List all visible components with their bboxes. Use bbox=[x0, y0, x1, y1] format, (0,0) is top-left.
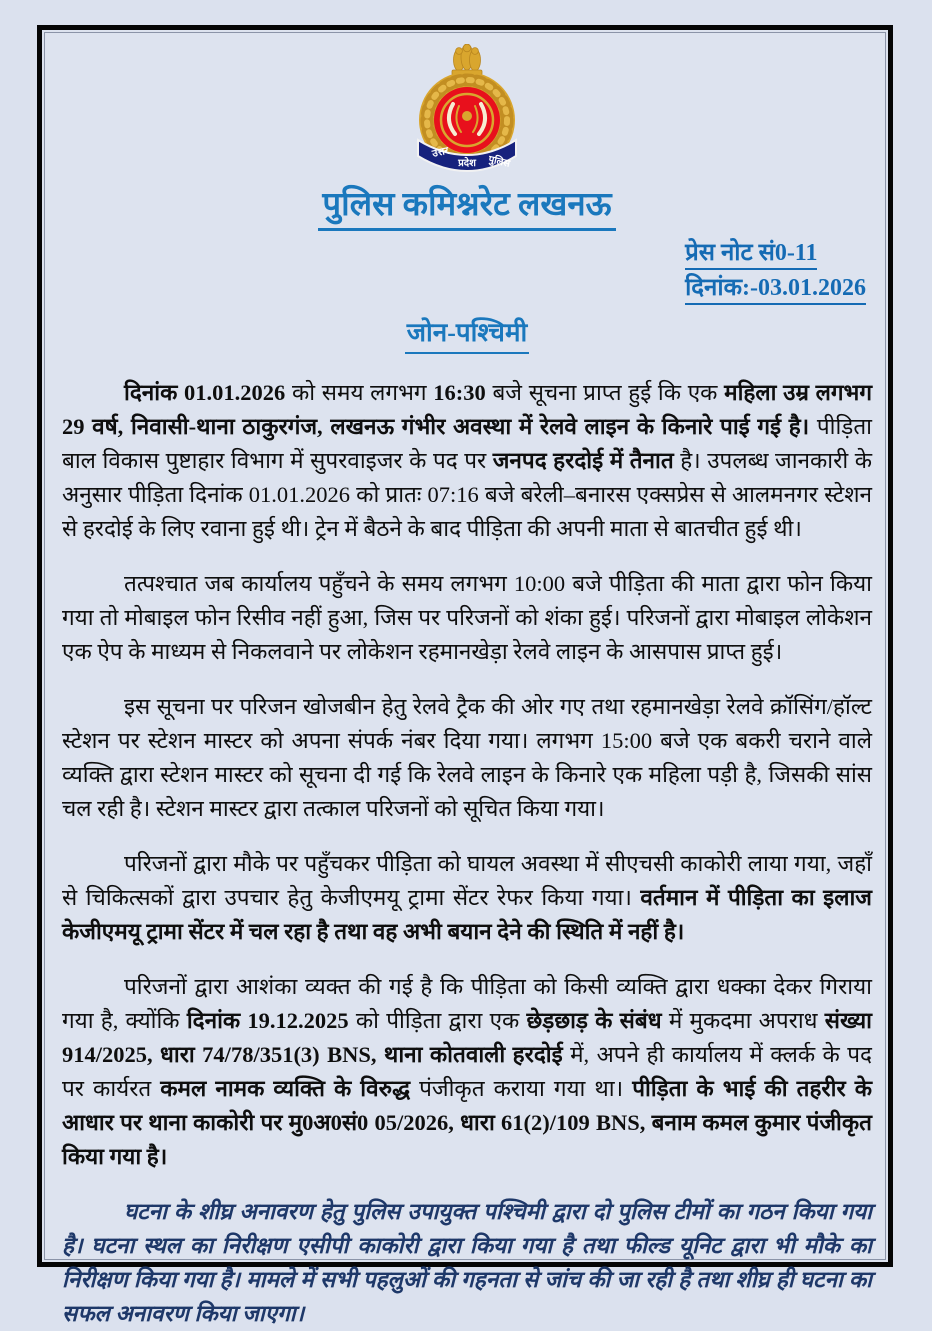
zone-heading: जोन-पश्चिमी bbox=[405, 313, 529, 354]
press-note-meta bbox=[62, 241, 872, 311]
header-logo-area bbox=[62, 44, 872, 176]
paragraph: इस सूचना पर परिजन खोजबीन हेतु रेलवे ट्रैक की ओर गए तथा रहमानखेड़ा रेलवे क्रॉसिंग/हॉल्ट स्टेशन पर स्टेशन मास्टर को अपना संपर्क नंबर दिया गया। लगभग 15:00 बजे एक बकरी चराने वाले व्यक्ति द्वारा स्टेशन मास्टर को सूचना दी गई कि रेलवे लाइन के किनारे एक महिला पड़ी है, जिसकी सांस चल रही है। स्टेशन मास्टर द्वारा तत्काल परिजनों को सूचित किया गया। bbox=[62, 694, 872, 821]
press-note-number: प्रेस नोट सं0-11 bbox=[685, 241, 817, 270]
paragraph: परिजनों द्वारा आशंका व्यक्त की गई है कि पीड़िता को किसी व्यक्ति द्वारा धक्का देकर गिराया गया है, क्योंकि दिनांक 19.12.2025 को पीड़िता द्वारा एक छेड़छाड़ के संबंध में मुकदमा अपराध संख्या 914/2025, धारा 74/78/351(3) BNS, थाना कोतवाली हरदोई में, अपने ही कार्यालय में क्लर्क के पद पर कार्यरत कमल नामक व्यक्ति के विरुद्ध पंजीकृत कराया गया था। पीड़िता के भाई की तहरीर के आधार पर थाना काकोरी पर मु0अ0सं0 05/2026, धारा 61(2)/109 BNS, बनाम कमल कुमार पंजीकृत किया गया है। bbox=[62, 974, 873, 1169]
emblem-ribbon-word-right: पुलिस bbox=[487, 154, 512, 170]
emblem-ribbon-word-center: प्रदेश bbox=[458, 158, 476, 169]
paragraph: घटना के शीघ्र अनावरण हेतु पुलिस उपायुक्त पश्चिमी द्वारा दो पुलिस टीमों का गठन किया गया है। घटना स्थल का निरीक्षण एसीपी काकोरी द्वारा किया गया है तथा फील्ड यूनिट द्वारा भी मौके का निरीक्षण किया गया है। मामले में सभी पहलुओं की गहनता से जांच की जा रही है तथा शीघ्र ही घटना का सफल अनावरण किया जाएगा। bbox=[62, 1199, 872, 1326]
up-police-emblem-icon bbox=[406, 44, 528, 176]
document-frame bbox=[37, 25, 893, 1326]
page-title: पुलिस कमिश्नरेट लखनऊ bbox=[318, 180, 615, 231]
paragraph: तत्पश्चात जब कार्यालय पहुँचने के समय लगभग 10:00 बजे पीड़िता की माता द्वारा फोन किया गया तो मोबाइल फोन रिसीव नहीं हुआ, जिस पर परिजनों को शंका हुई। परिजनों द्वारा मोबाइल लोकेशन एक ऐप के माध्यम से निकलवाने पर लोकेशन रहमानखेड़ा रेलवे लाइन के आसपास प्राप्त हुई। bbox=[62, 571, 872, 664]
document-content bbox=[42, 30, 888, 1326]
press-note-date: दिनांक:-03.01.2026 bbox=[685, 276, 866, 305]
paragraph: परिजनों द्वारा मौके पर पहुँचकर पीड़िता को घायल अवस्था में सीएचसी काकोरी लाया गया, जहाँ से चिकित्सकों द्वारा उपचार हेतु केजीएमयू ट्रामा सेंटर रेफर किया गया। वर्तमान में पीड़िता का इलाज केजीएमयू ट्रामा सेंटर में चल रहा है तथा वह अभी बयान देने की स्थिति में नहीं है। bbox=[62, 851, 872, 944]
paragraph: दिनांक 01.01.2026 को समय लगभग 16:30 बजे सूचना प्राप्त हुई कि एक महिला उम्र लगभग 29 वर्ष, निवासी-थाना ठाकुरगंज, लखनऊ गंभीर अवस्था में रेलवे लाइन के किनारे पाई गई है। पीड़िता बाल विकास पुष्टाहार विभाग में सुपरवाइजर के पद पर जनपद हरदोई में तैनात है। उपलब्ध जानकारी के अनुसार पीड़िता दिनांक 01.01.2026 को प्रातः 07:16 बजे बरेली–बनारस एक्सप्रेस से आलमनगर स्टेशन से हरदोई के लिए रवाना हुई थी। ट्रेन में बैठने के बाद पीड़िता की अपनी माता से बातचीत हुई थी। bbox=[62, 380, 872, 541]
document-body bbox=[62, 376, 872, 1331]
emblem-ribbon-word-left: उत्तर bbox=[431, 145, 450, 160]
